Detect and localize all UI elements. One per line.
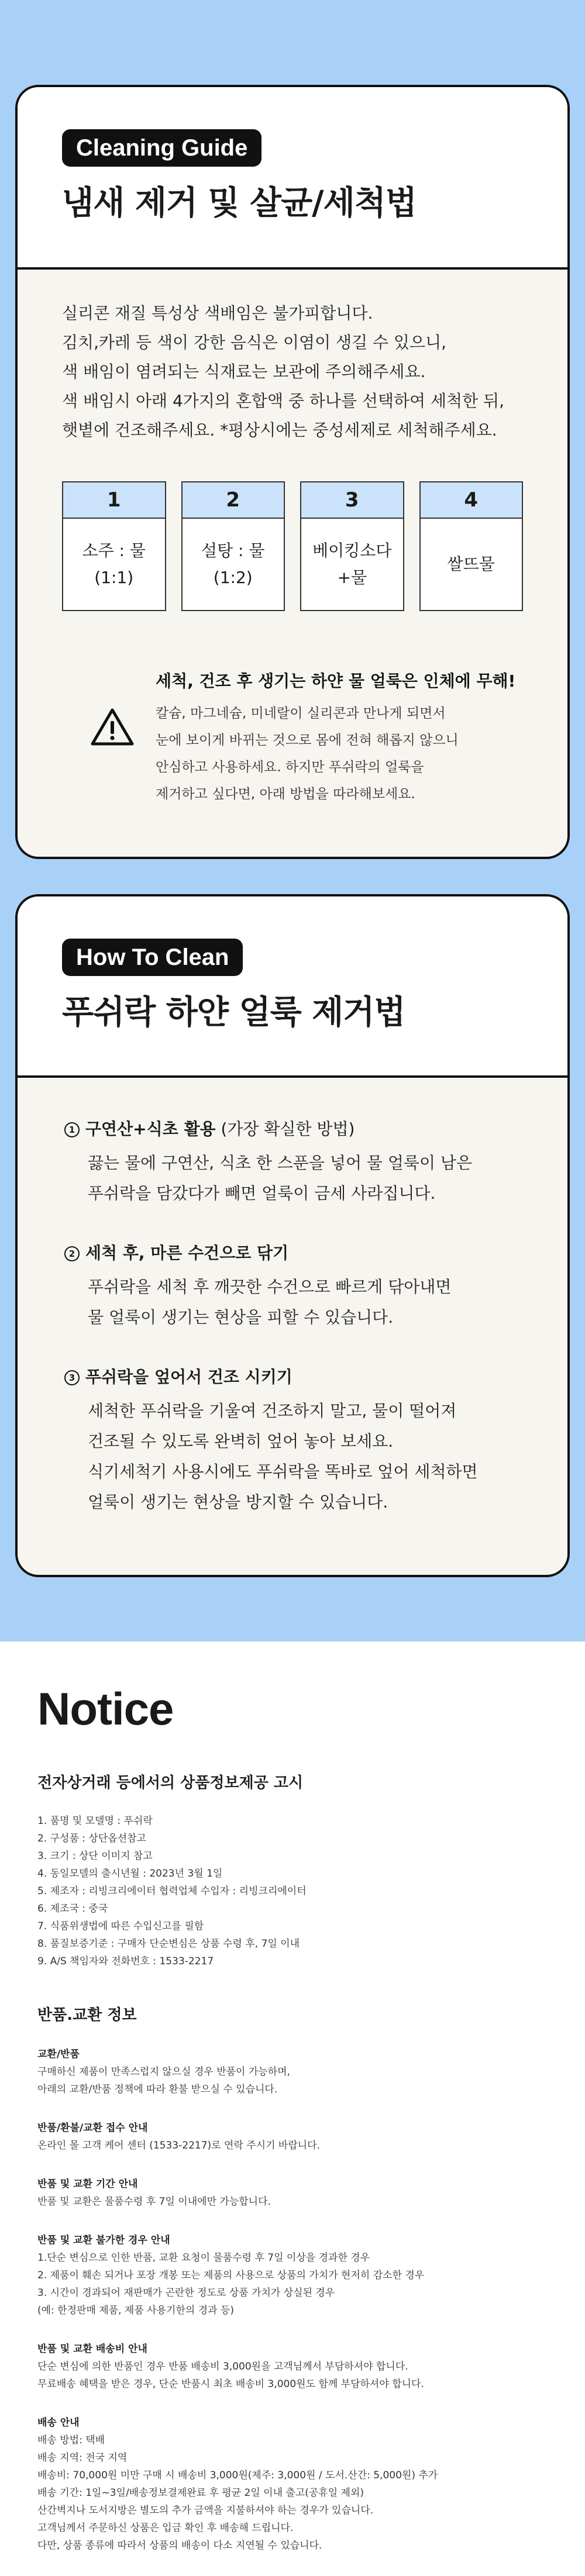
product-info-list: [37, 1812, 548, 1970]
intro-line: 실리콘 재질 특성상 색배임은 불가피합니다.: [62, 304, 373, 323]
policy-line: 고객님께서 주문하신 상품은 입금 확인 후 배송해 드립니다.: [37, 2522, 294, 2534]
policy-line: 구매하신 제품이 만족스럽지 않으실 경우 반품이 가능하며,: [37, 2066, 290, 2078]
mixture-ratio: +물: [337, 568, 367, 587]
mixture-label: 소주 : 물: [82, 541, 146, 560]
step-number: 2: [64, 1246, 80, 1261]
how-to-clean-header: [18, 896, 567, 1078]
exchange-info-title: 반품.교환 정보: [37, 2006, 137, 2024]
policy-section-title: 반품/환불/교환 접수 안내: [37, 2122, 148, 2134]
mixture-options: [62, 481, 523, 611]
step-line: 푸쉬락을 세척 후 깨끗한 수건으로 빠르게 닦아내면: [88, 1277, 452, 1296]
policy-line: 배송 방법: 택배: [37, 2434, 105, 2446]
mixture-number: 4: [421, 482, 522, 519]
policy-line: 산간벽지나 도서지방은 별도의 추가 금액을 지불하셔야 하는 경우가 있습니다.: [37, 2505, 374, 2516]
step-line: 푸쉬락을 담갔다가 빼면 얼룩이 금세 사라집니다.: [88, 1184, 436, 1203]
step-item: [64, 1363, 521, 1518]
list-item: 8. 품질보증기준 : 구매자 단순변심은 상품 수령 후, 7일 이내: [37, 1938, 300, 1950]
policy-section: [37, 2046, 548, 2098]
mixture-ratio: (1:2): [213, 568, 253, 587]
how-to-clean-card: [15, 894, 570, 1577]
mixture-option: [419, 481, 524, 611]
warning-text: [156, 666, 515, 808]
step-note: (가장 확실한 방법): [215, 1119, 355, 1139]
warning-line: 눈에 보이게 바뀌는 것으로 몸에 전혀 해롭지 않으니: [156, 733, 459, 748]
policy-line: 단순 변심에 의한 반품인 경우 반품 배송비 3,000원을 고객님께서 부담하셔야 합니다.: [37, 2361, 408, 2372]
step-line: 건조될 수 있도록 완벽히 엎어 놓아 보세요.: [88, 1432, 394, 1451]
mixture-label: 쌀뜨물: [447, 554, 495, 574]
policy-line: 1.단순 변심으로 인한 반품, 교환 요청이 물품수령 후 7일 이상을 경과한 경우: [37, 2252, 370, 2264]
policy-section: [37, 2119, 548, 2154]
list-item: 2. 구성품 : 상단옵션참고: [37, 1833, 146, 1844]
policy-line: 배송 기간: 1일~3일/배송정보결제완료 후 평균 2일 이내 출고(공휴일 제외): [37, 2487, 364, 2499]
policy-section-title: 반품 및 교환 불가한 경우 안내: [37, 2234, 170, 2246]
policy-line: 반품 및 교환은 물품수령 후 7일 이내에만 가능합니다.: [37, 2196, 271, 2208]
notice-section: [0, 1642, 585, 2576]
list-item: 6. 제조국 : 중국: [37, 1903, 108, 1915]
policy-section: [37, 2232, 548, 2319]
cleaning-guide-body: [18, 270, 567, 857]
step-line: 물 얼룩이 생기는 현상을 피할 수 있습니다.: [88, 1308, 394, 1327]
step-number: 1: [64, 1122, 80, 1137]
list-item: 5. 제조자 : 리빙크리에이터 협력업체 수입자 : 리빙크리에이터: [37, 1885, 307, 1897]
intro-line: 색 배임이 염려되는 식재료는 보관에 주의해주세요.: [62, 362, 426, 381]
product-info-title: 전자상거래 등에서의 상품정보제공 고시: [37, 1774, 304, 1792]
policy-line: 온라인 몰 고객 케어 센터 (1533-2217)로 연락 주시기 바랍니다.: [37, 2140, 320, 2151]
policy-line: 무료배송 혜택을 받은 경우, 단순 반품시 최초 배송비 3,000원도 함께 부담하셔야 합니다.: [37, 2378, 424, 2390]
mixture-number: 3: [301, 482, 403, 519]
step-description: [64, 1272, 521, 1333]
step-description: [64, 1148, 521, 1209]
step-line: 끓는 물에 구연산, 식초 한 스푼을 넣어 물 얼룩이 남은: [88, 1153, 473, 1173]
policy-section-title: 교환/반품: [37, 2049, 80, 2060]
policy-section-title: 배송 안내: [37, 2417, 80, 2429]
step-line: 세척한 푸쉬락을 기울여 건조하지 말고, 물이 떨어져: [88, 1401, 457, 1420]
policy-section: [37, 2340, 548, 2393]
policy-section-title: 반품 및 교환 배송비 안내: [37, 2343, 147, 2355]
warning-line: 제거하고 싶다면, 아래 방법을 따라해보세요.: [156, 787, 415, 802]
step-description: [64, 1396, 521, 1518]
step-item: [64, 1239, 521, 1333]
list-item: 1. 품명 및 모델명 : 푸쉬락: [37, 1815, 153, 1827]
mixture-number: 1: [63, 482, 165, 519]
step-item: [64, 1115, 521, 1209]
mixture-number: 2: [183, 482, 284, 519]
policy-line: 아래의 교환/반품 정책에 따라 환불 받으실 수 있습니다.: [37, 2084, 278, 2095]
list-item: 7. 식품위생법에 따른 수입신고를 필함: [37, 1920, 204, 1932]
policy-section-title: 반품 및 교환 기간 안내: [37, 2178, 138, 2190]
cleaning-guide-tag: Cleaning Guide: [62, 129, 261, 167]
list-item: 3. 크기 : 상단 이미지 참고: [37, 1850, 153, 1862]
warning-block: [62, 666, 523, 808]
policy-line: 3. 시간이 경과되어 재판매가 곤란한 정도로 상품 가치가 상실된 경우: [37, 2287, 335, 2299]
cleaning-intro: [62, 299, 523, 445]
mixture-option: [62, 481, 166, 611]
step-number: 3: [64, 1370, 80, 1385]
step-title: 세척 후, 마른 수건으로 닦기: [85, 1243, 289, 1263]
policy-line: 다만, 상품 종류에 따라서 상품의 배송이 다소 지연될 수 있습니다.: [37, 2540, 322, 2551]
how-to-clean-tag: How To Clean: [62, 939, 243, 976]
policy-section: [37, 2414, 548, 2554]
mixture-label: 설탕 : 물: [201, 541, 265, 560]
intro-line: 김치,카레 등 색이 강한 음식은 이염이 생길 수 있으니,: [62, 333, 447, 352]
step-title: 푸쉬락을 엎어서 건조 시키기: [85, 1367, 292, 1387]
step-line: 식기세척기 사용시에도 푸쉬락을 똑바로 엎어 세척하면: [88, 1462, 478, 1481]
warning-line: 칼슘, 마그네슘, 미네랄이 실리콘과 만나게 되면서: [156, 706, 446, 721]
notice-title: Notice: [37, 1683, 174, 1734]
step-line: 얼룩이 생기는 현상을 방지할 수 있습니다.: [88, 1492, 388, 1512]
warning-title: 세척, 건조 후 생기는 하얀 물 얼룩은 인체에 무해!: [156, 671, 516, 691]
mixture-label: 베이킹소다: [312, 541, 392, 560]
policy-line: 2. 제품이 훼손 되거나 포장 개봉 또는 제품의 사용으로 상품의 가치가 현저히 감소한 경우: [37, 2270, 425, 2281]
intro-line: 색 배임시 아래 4가지의 혼합액 중 하나를 선택하여 세척한 뒤,: [62, 391, 504, 411]
list-item: 4. 동일모델의 출시년월 : 2023년 3월 1일: [37, 1868, 223, 1880]
list-item: 9. A/S 책임자와 전화번호 : 1533-2217: [37, 1956, 214, 1967]
policy-section: [37, 2175, 548, 2211]
mixture-ratio: (1:1): [94, 568, 134, 587]
mixture-option: [300, 481, 404, 611]
cleaning-guide-title: 냄새 제거 및 살균/세척법: [62, 184, 417, 222]
step-title: 구연산+식초 활용: [85, 1119, 216, 1139]
warning-line: 안심하고 사용하세요. 하지만 푸쉬락의 얼룩을: [156, 760, 424, 775]
policy-line: (예: 한정판매 제품, 제품 사용기한의 경과 등): [37, 2305, 234, 2316]
policy-line: 배송비: 70,000원 미만 구매 시 배송비 3,000원(제주: 3,000원 / 도서.산간: 5,000원) 추가: [37, 2470, 438, 2481]
cleaning-guide-card: [15, 85, 570, 859]
intro-line: 햇볕에 건조해주세요. *평상시에는 중성세제로 세척해주세요.: [62, 420, 497, 440]
cleaning-guide-header: [18, 87, 567, 270]
policy-line: 배송 지역: 전국 지역: [37, 2452, 128, 2464]
how-to-clean-title: 푸쉬락 하얀 얼룩 제거법: [62, 994, 405, 1032]
warning-triangle-icon: [62, 666, 156, 808]
how-to-clean-body: [18, 1078, 567, 1575]
mixture-option: [181, 481, 285, 611]
